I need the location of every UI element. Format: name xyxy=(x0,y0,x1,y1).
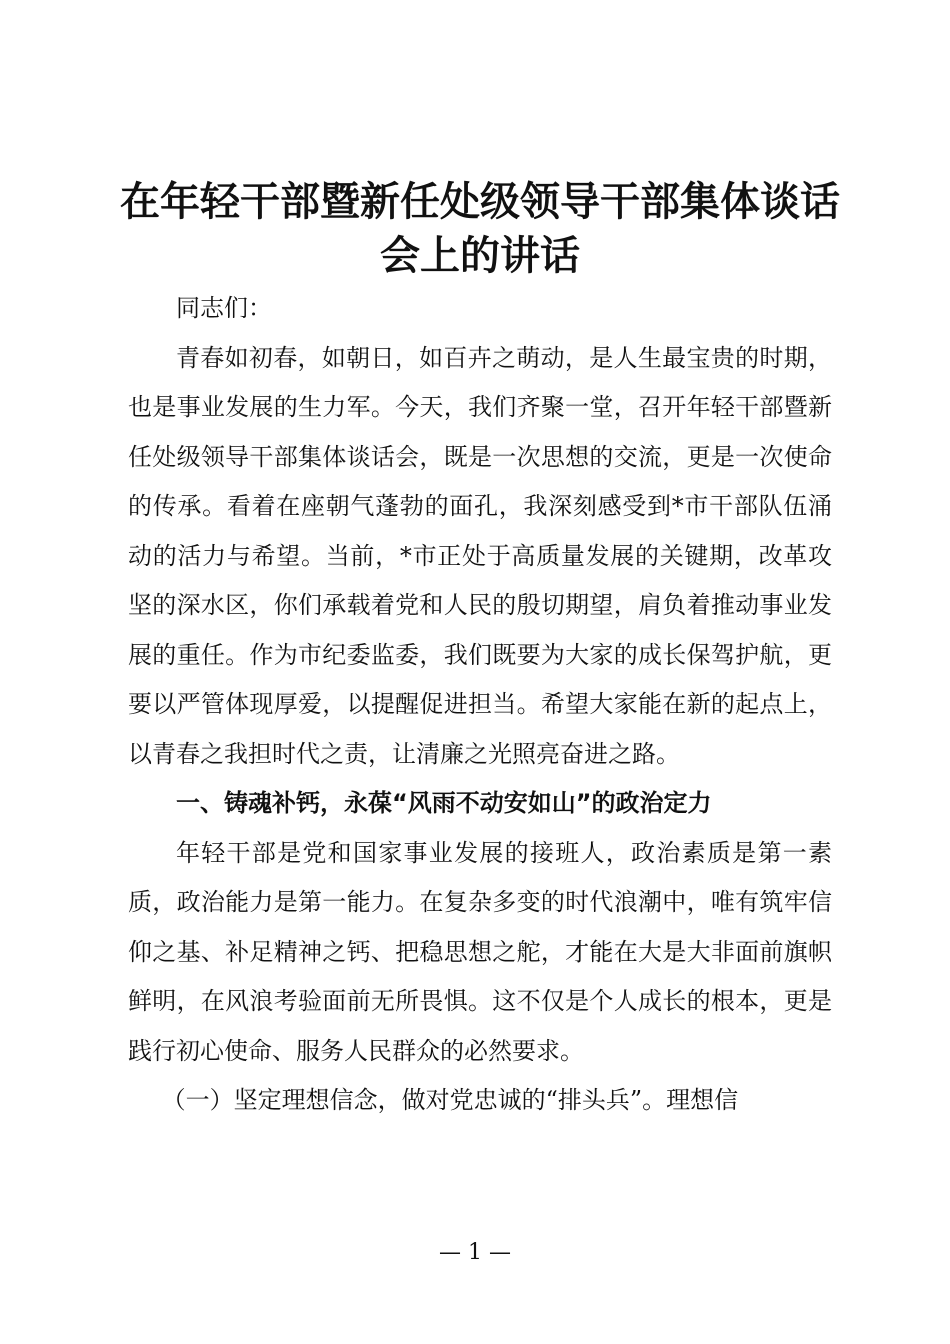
section-paragraph: 年轻干部是党和国家事业发展的接班人，政治素质是第一素质，政治能力是第一能力。在复杂多变的时代浪潮中，唯有筑牢信仰之基、补足精神之钙、把稳思想之舵，才能在大是大非面前旗帜鲜明，在风浪考验面前无所畏惧。这不仅是个人成长的根本，更是践行初心使命、服务人民群众的必然要求。 xyxy=(128,838,832,1065)
page-number: — 1 — xyxy=(439,1240,511,1265)
subsection-paragraph: （一）坚定理想信念，做对党忠诚的“排头兵”。理想信 xyxy=(161,1086,739,1114)
intro-paragraph: 青春如初春，如朝日，如百卉之萌动，是人生最宝贵的时期，也是事业发展的生力军。今天，我们齐聚一堂，召开年轻干部暨新任处级领导干部集体谈话会，既是一次思想的交流，更是一次使命的传承。看着在座朝气蓬勃的面孔，我深刻感受到*市干部队伍涌动的活力与希望。当前，*市正处于高质量发展的关键期，改革攻坚的深水区，你们承载着党和人民的殷切期望，肩负着推动事业发展的重任。作为市纪委监委，我们既要为大家的成长保驾护航，更要以严管体现厚爱，以提醒促进担当。希望大家能在新的起点上，以青春之我担时代之责，让清廉之光照亮奋进之路。 xyxy=(128,343,832,768)
document-title: 在年轻干部暨新任处级领导干部集体谈话会上的讲话 xyxy=(120,178,840,279)
salutation: 同志们： xyxy=(176,294,272,322)
section-heading: 一、铸魂补钙，永葆“风雨不动安如山”的政治定力 xyxy=(176,789,712,817)
document-body xyxy=(128,284,832,1126)
